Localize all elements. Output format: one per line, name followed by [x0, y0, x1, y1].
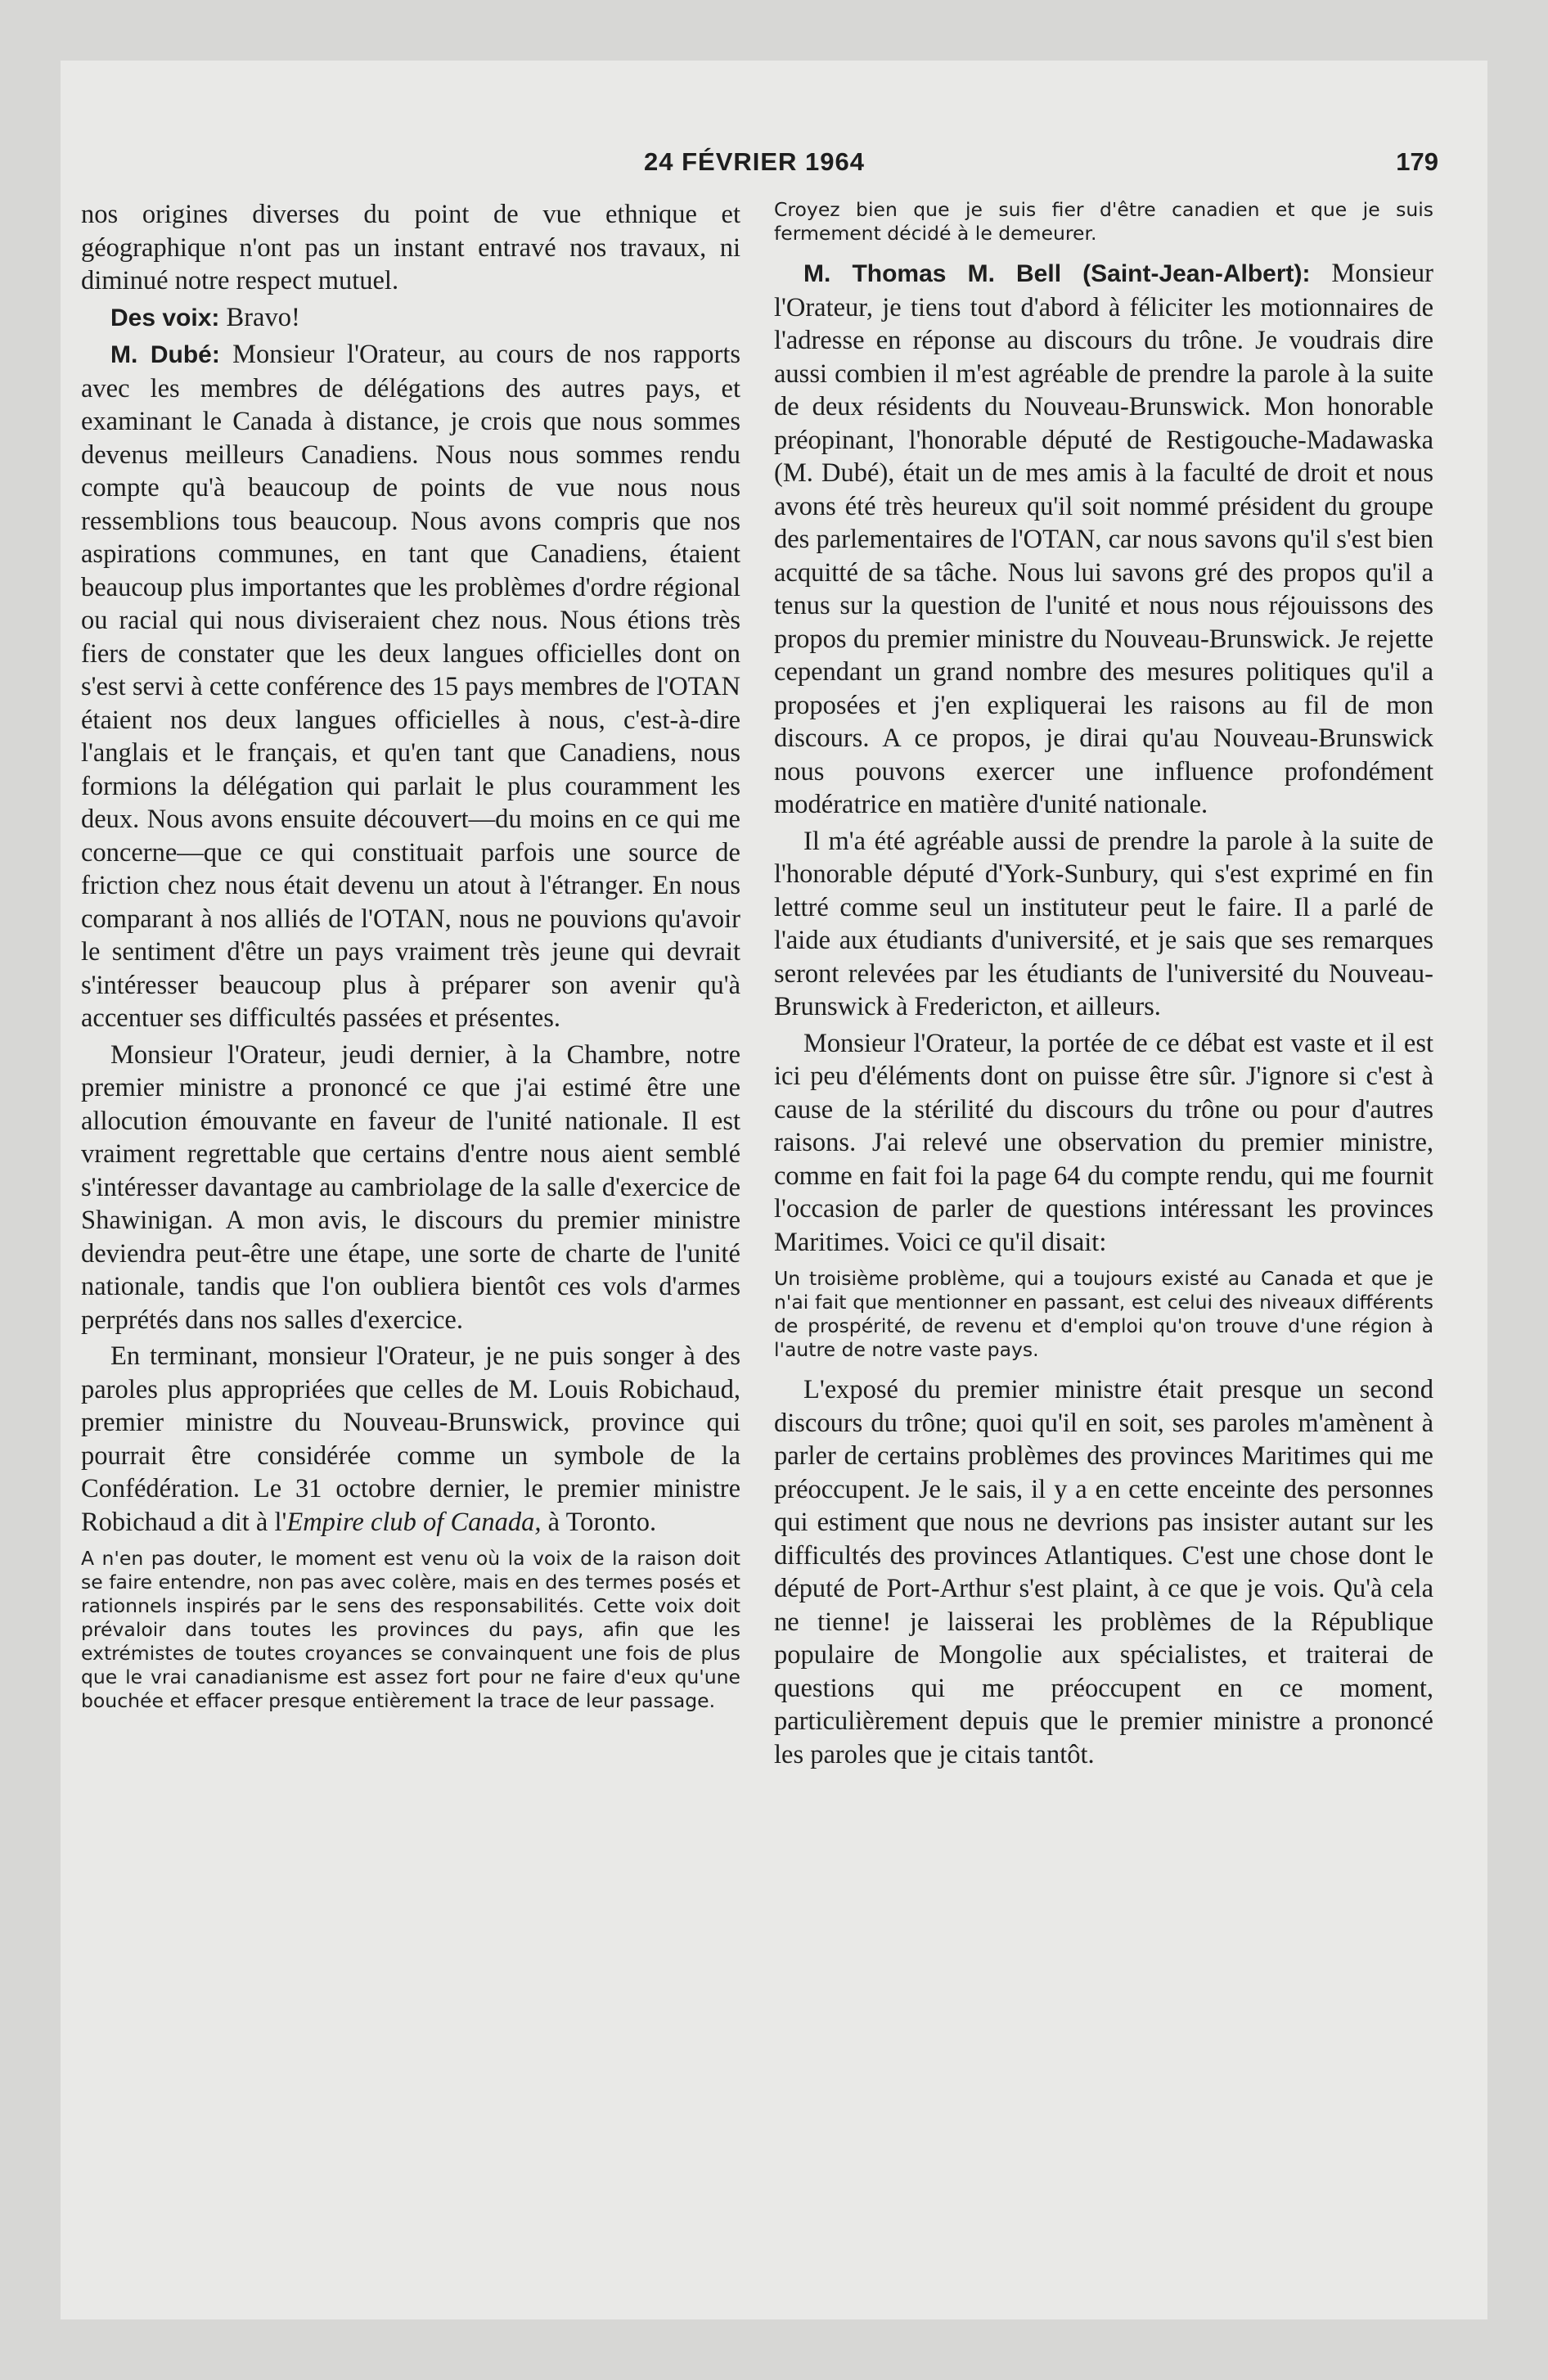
- paragraph-text: Monsieur l'Orateur, au cours de nos rapports avec les membres de délégations des autres pays, et examinant le Canada à distance, je crois que nous sommes devenus meilleurs Canadiens. Nous nous sommes rendu compte qu'à beaucoup de points de vue nous nous ressemblions tous beaucoup. Nous avons compris que nos aspirations communes, en tant que Canadiens, étaient beaucoup plus importantes que les problèmes d'ordre régional ou racial qui nous diviseraient chez nous. Nous étions très fiers de constater que les deux langues officielles dont on s'est servi à cette conférence des 15 pays membres de l'OTAN étaient nos deux langues officielles à nous, c'est-à-dire l'anglais et le français, et qu'en tant que Canadiens, nous formions la délégation qui parlait le plus couramment les deux. Nous avons ensuite découvert—du moins en ce qui me concerne—que ce qui constituait parfois une source de friction chez nous était devenu un atout à l'étranger. En nous comparant à nos alliés de l'OTAN, nous ne pouvions qu'avoir le sentiment d'être un pays vraiment très jeune qui devrait s'intéresser beaucoup plus à préparer son avenir qu'à accentuer ses difficultés passées et présentes.: [81, 340, 740, 1033]
- left-column: [81, 198, 740, 2211]
- page-number: 179: [1396, 147, 1438, 176]
- paragraph-text: à Toronto.: [541, 1507, 657, 1537]
- paragraph: Monsieur l'Orateur, jeudi dernier, à la Chambre, notre premier ministre a prononcé ce que j'ai estimé être une allocution émouvante en faveur de l'unité nationale. Il est vraiment regrettable que certains d'entre nous aient semblé s'intéresser davantage au cambriolage de la salle d'exercice de Shawinigan. A mon avis, le discours du premier ministre deviendra peut-être une étape, une sorte de charte de l'unité nationale, tandis que l'on oubliera bientôt ces vols d'armes perprétés dans nos salles d'exercice.: [81, 1039, 740, 1335]
- paragraph: L'exposé du premier ministre était presque un second discours du trône; quoi qu'il en soit, ses paroles m'amènent à parler de certains problèmes des provinces Maritimes qui me préoccupent. Je le sais, il y a en cette enceinte des personnes qui estiment que nous ne devrions pas insister autant sur les difficultés des provinces Atlantiques. C'est une chose dont le député de Port-Arthur s'est plaint, à ce que je vois. Qu'à cela ne tienne! je laisserai les problèmes de la République populaire de Mongolie aux spécialistes, et traiterai de questions qui me préoccupent en ce moment, particulièrement depuis que le premier ministre a prononcé les paroles que je citais tantôt.: [774, 1375, 1433, 1769]
- italic-title: Empire club of Canada,: [286, 1507, 542, 1537]
- document-page: [61, 61, 1487, 2319]
- speaker-name: M. Dubé:: [110, 341, 220, 368]
- right-column: [774, 198, 1433, 2211]
- paragraph-text: Monsieur l'Orateur, je tiens tout d'abord à féliciter les motionnaires de l'adresse en réponse au discours du trône. Je voudrais dire aussi combien il m'est agréable de prendre la parole à la suite de deux résidents du Nouveau-Brunswick. Mon honorable préopinant, l'honorable député de Restigouche-Madawaska (M. Dubé), était un de mes amis à la faculté de droit et nous avons été très heureux qu'il soit nommé président du groupe des parlementaires de l'OTAN, car nous savons qu'il s'est bien acquitté de sa tâche. Nous lui savons gré des propos qu'il a tenus sur la question de l'unité et nous nous réjouissons des propos du premier ministre du Nouveau-Brunswick. Je rejette cependant un grand nombre des mesures politiques qu'il a proposées et j'en expliquerai les raisons au fil de mon discours. A ce propos, je dirai qu'au Nouveau-Brunswick nous pouvons exercer une influence profondément modératrice en matière d'unité nationale.: [774, 259, 1433, 819]
- block-quote: Croyez bien que je suis fier d'être canadien et que je suis fermement décidé à le demeurer.: [774, 198, 1433, 245]
- header-date: 24 FÉVRIER 1964: [644, 147, 866, 176]
- paragraph: Il m'a été agréable aussi de prendre la parole à la suite de l'honorable député d'York-Sunbury, qui s'est exprimé en fin lettré comme seul un instituteur peut le faire. Il a parlé de l'aide aux étudiants d'université, et je sais que ses remarques seront relevées par les étudiants de l'université du Nouveau-Brunswick à Fredericton, et ailleurs.: [774, 826, 1433, 1021]
- block-quote: A n'en pas douter, le moment est venu où la voix de la raison doit se faire entendre, non pas avec colère, mais en des termes posés et rationnels inspirés par le sens des responsabilités. Cette voix doit prévaloir dans toutes les provinces du pays, afin que les extrémistes de toutes croyances se convainquent une fois de plus que le vrai canadianisme est assez fort pour ne faire d'eux qu'une bouchée et effacer presque entièrement la trace de leur passage.: [81, 1547, 740, 1712]
- speaker-name: M. Thomas M. Bell (Saint-Jean-Albert):: [803, 260, 1311, 287]
- page-header: [61, 147, 1487, 188]
- paragraph-text: Bravo!: [219, 302, 300, 332]
- paragraph: Monsieur l'Orateur, la portée de ce débat est vaste et il est ici peu d'éléments dont on puisse être sûr. J'ignore si c'est à cause de la stérilité du discours du trône ou pour d'autres raisons. J'ai relevé une observation du premier ministre, comme en fait foi la page 64 du compte rendu, qui me fournit l'occasion de parler de questions intéressant les provinces Maritimes. Voici ce qu'il disait:: [774, 1028, 1433, 1257]
- paragraph: [774, 257, 1433, 822]
- paragraph: nos origines diverses du point de vue ethnique et géographique n'ont pas un instant entravé nos travaux, ni diminué notre respect mutuel.: [81, 200, 740, 295]
- paragraph: [81, 1340, 740, 1539]
- block-quote: Un troisième problème, qui a toujours existé au Canada et que je n'ai fait que mentionner en passant, est celui des niveaux différents de prospérité, de revenu et d'emploi qu'on trouve d'une région à l'autre de notre vaste pays.: [774, 1267, 1433, 1361]
- speaker-name: Des voix:: [110, 304, 220, 331]
- paragraph: [81, 338, 740, 1035]
- paragraph-text: En terminant, monsieur l'Orateur, je ne puis songer à des paroles plus appropriées que celles de M. Louis Robichaud, premier ministre du Nouveau-Brunswick, province qui pourrait être considérée comme un symbole de la Confédération. Le 31 octobre dernier, le premier ministre Robichaud a dit à l': [81, 1341, 740, 1537]
- paragraph: [81, 301, 740, 336]
